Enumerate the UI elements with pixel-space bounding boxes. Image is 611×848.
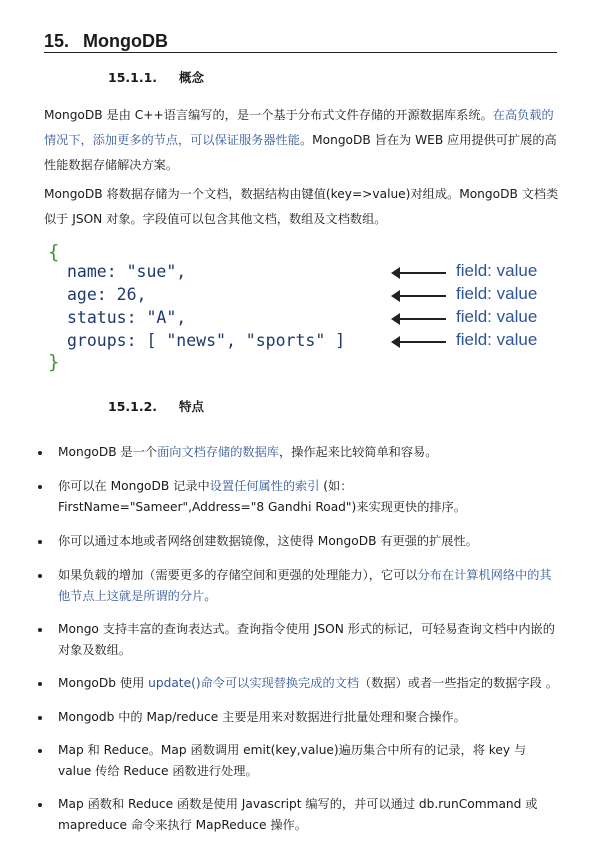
subsection-heading-features xyxy=(108,397,204,415)
bullet-icon xyxy=(38,749,42,753)
text-run: (如：FirstName="Sameer",Address="8 Gandhi Road")来实现更快的排序。 xyxy=(58,479,466,514)
text-run: 你可以在 MongoDB 记录中 xyxy=(58,479,210,493)
open-brace: { xyxy=(48,241,60,263)
highlighted-text: 设置任何属性的索引 xyxy=(209,479,320,493)
text-run: Map 函数和 Reduce 函数是使用 Javascript 编写的，并可以通过 db.runCommand 或 mapreduce 命令来执行 MapReduce 操作。 xyxy=(58,797,538,832)
bullet-icon xyxy=(38,628,42,632)
arrow-left-icon xyxy=(398,295,446,297)
subsection-number: 15.1.2. xyxy=(108,399,158,414)
text-run: MongoDB 是由 C++语言编写的，是一个基于分布式文件存储的开源数据库系统。 xyxy=(44,108,493,122)
text-run: 。MongoDB 旨在为 WEB 应用提供可扩展的高性能数据存储解决方案。 xyxy=(44,133,557,172)
text-run: Map 和 Reduce。Map 函数调用 emit(key,value)遍历集合中所有的记录，将 key 与 value 传给 Reduce 函数进行处理。 xyxy=(58,743,527,778)
code-text: age: 26, xyxy=(67,285,147,304)
text-run: （数据）或者一些指定的数据字段 。 xyxy=(359,676,558,690)
list-item xyxy=(58,707,558,728)
text-run: 。 xyxy=(204,589,217,603)
section-heading xyxy=(44,30,557,53)
list-item xyxy=(58,565,558,607)
list-item xyxy=(58,740,558,782)
code-line xyxy=(67,285,547,307)
text-run: MongoDB 是一个 xyxy=(58,445,158,459)
field-value-label: field: value xyxy=(456,261,538,280)
code-line xyxy=(67,308,547,330)
text-run: MongoDb 使用 xyxy=(58,676,149,690)
subsection-number: 15.1.1. xyxy=(108,70,158,85)
close-brace: } xyxy=(48,351,60,373)
text-run: Mongodb 中的 Map/reduce 主要是用来对数据进行批量处理和聚合操作。 xyxy=(58,710,466,724)
json-document-example xyxy=(44,241,564,376)
text-run: Mongo 支持丰富的查询表达式。查询指令使用 JSON 形式的标记，可轻易查询文档中内嵌的对象及数组。 xyxy=(58,622,555,657)
bullet-icon xyxy=(38,451,42,455)
bullet-icon xyxy=(38,540,42,544)
arrow-left-icon xyxy=(398,318,446,320)
concept-paragraph-1 xyxy=(44,103,562,178)
code-line xyxy=(67,331,547,353)
list-item xyxy=(58,476,558,518)
section-title: MongoDB xyxy=(83,31,169,51)
text-run: 如果负载的增加（需要更多的存储空间和更强的处理能力），它可以 xyxy=(58,568,418,582)
subsection-title: 概念 xyxy=(179,70,205,85)
field-value-label: field: value xyxy=(456,284,538,303)
arrow-left-icon xyxy=(398,272,446,274)
list-item xyxy=(58,794,558,836)
bullet-icon xyxy=(38,682,42,686)
code-text: name: "sue", xyxy=(67,262,187,281)
code-line xyxy=(67,262,547,284)
highlighted-text: 面向文档存储的数据库 xyxy=(157,445,279,459)
highlighted-text: update()命令可以实现替换完成的文档 xyxy=(148,676,360,690)
list-item xyxy=(58,442,558,463)
field-value-label: field: value xyxy=(456,307,538,326)
section-number: 15. xyxy=(44,31,70,51)
arrow-left-icon xyxy=(398,341,446,343)
bullet-icon xyxy=(38,574,42,578)
list-item xyxy=(58,619,558,661)
code-text: status: "A", xyxy=(67,308,187,327)
text-run: ，操作起来比较简单和容易。 xyxy=(278,445,438,459)
bullet-icon xyxy=(38,485,42,489)
list-item xyxy=(58,531,558,552)
highlighted-text: 分布在计算机网络中的其他节点上这就是所谓的分片 xyxy=(58,568,552,603)
field-value-label: field: value xyxy=(456,330,538,349)
subsection-title: 特点 xyxy=(179,399,205,414)
concept-paragraph-2: MongoDB 将数据存储为一个文档，数据结构由键值(key=>value)对组成。MongoDB 文档类似于 JSON 对象。字段值可以包含其他文档，数组及文档数组。 xyxy=(44,187,559,226)
subsection-heading-concept xyxy=(108,68,204,86)
code-text: groups: [ "news", "sports" ] xyxy=(67,331,346,350)
bullet-icon xyxy=(38,803,42,807)
bullet-icon xyxy=(38,716,42,720)
list-item xyxy=(58,673,558,694)
highlighted-text: 在高负载的情况下，添加更多的节点，可以保证服务器性能 xyxy=(44,108,554,147)
text-run: 你可以通过本地或者网络创建数据镜像，这使得 MongoDB 有更强的扩展性。 xyxy=(58,534,478,548)
